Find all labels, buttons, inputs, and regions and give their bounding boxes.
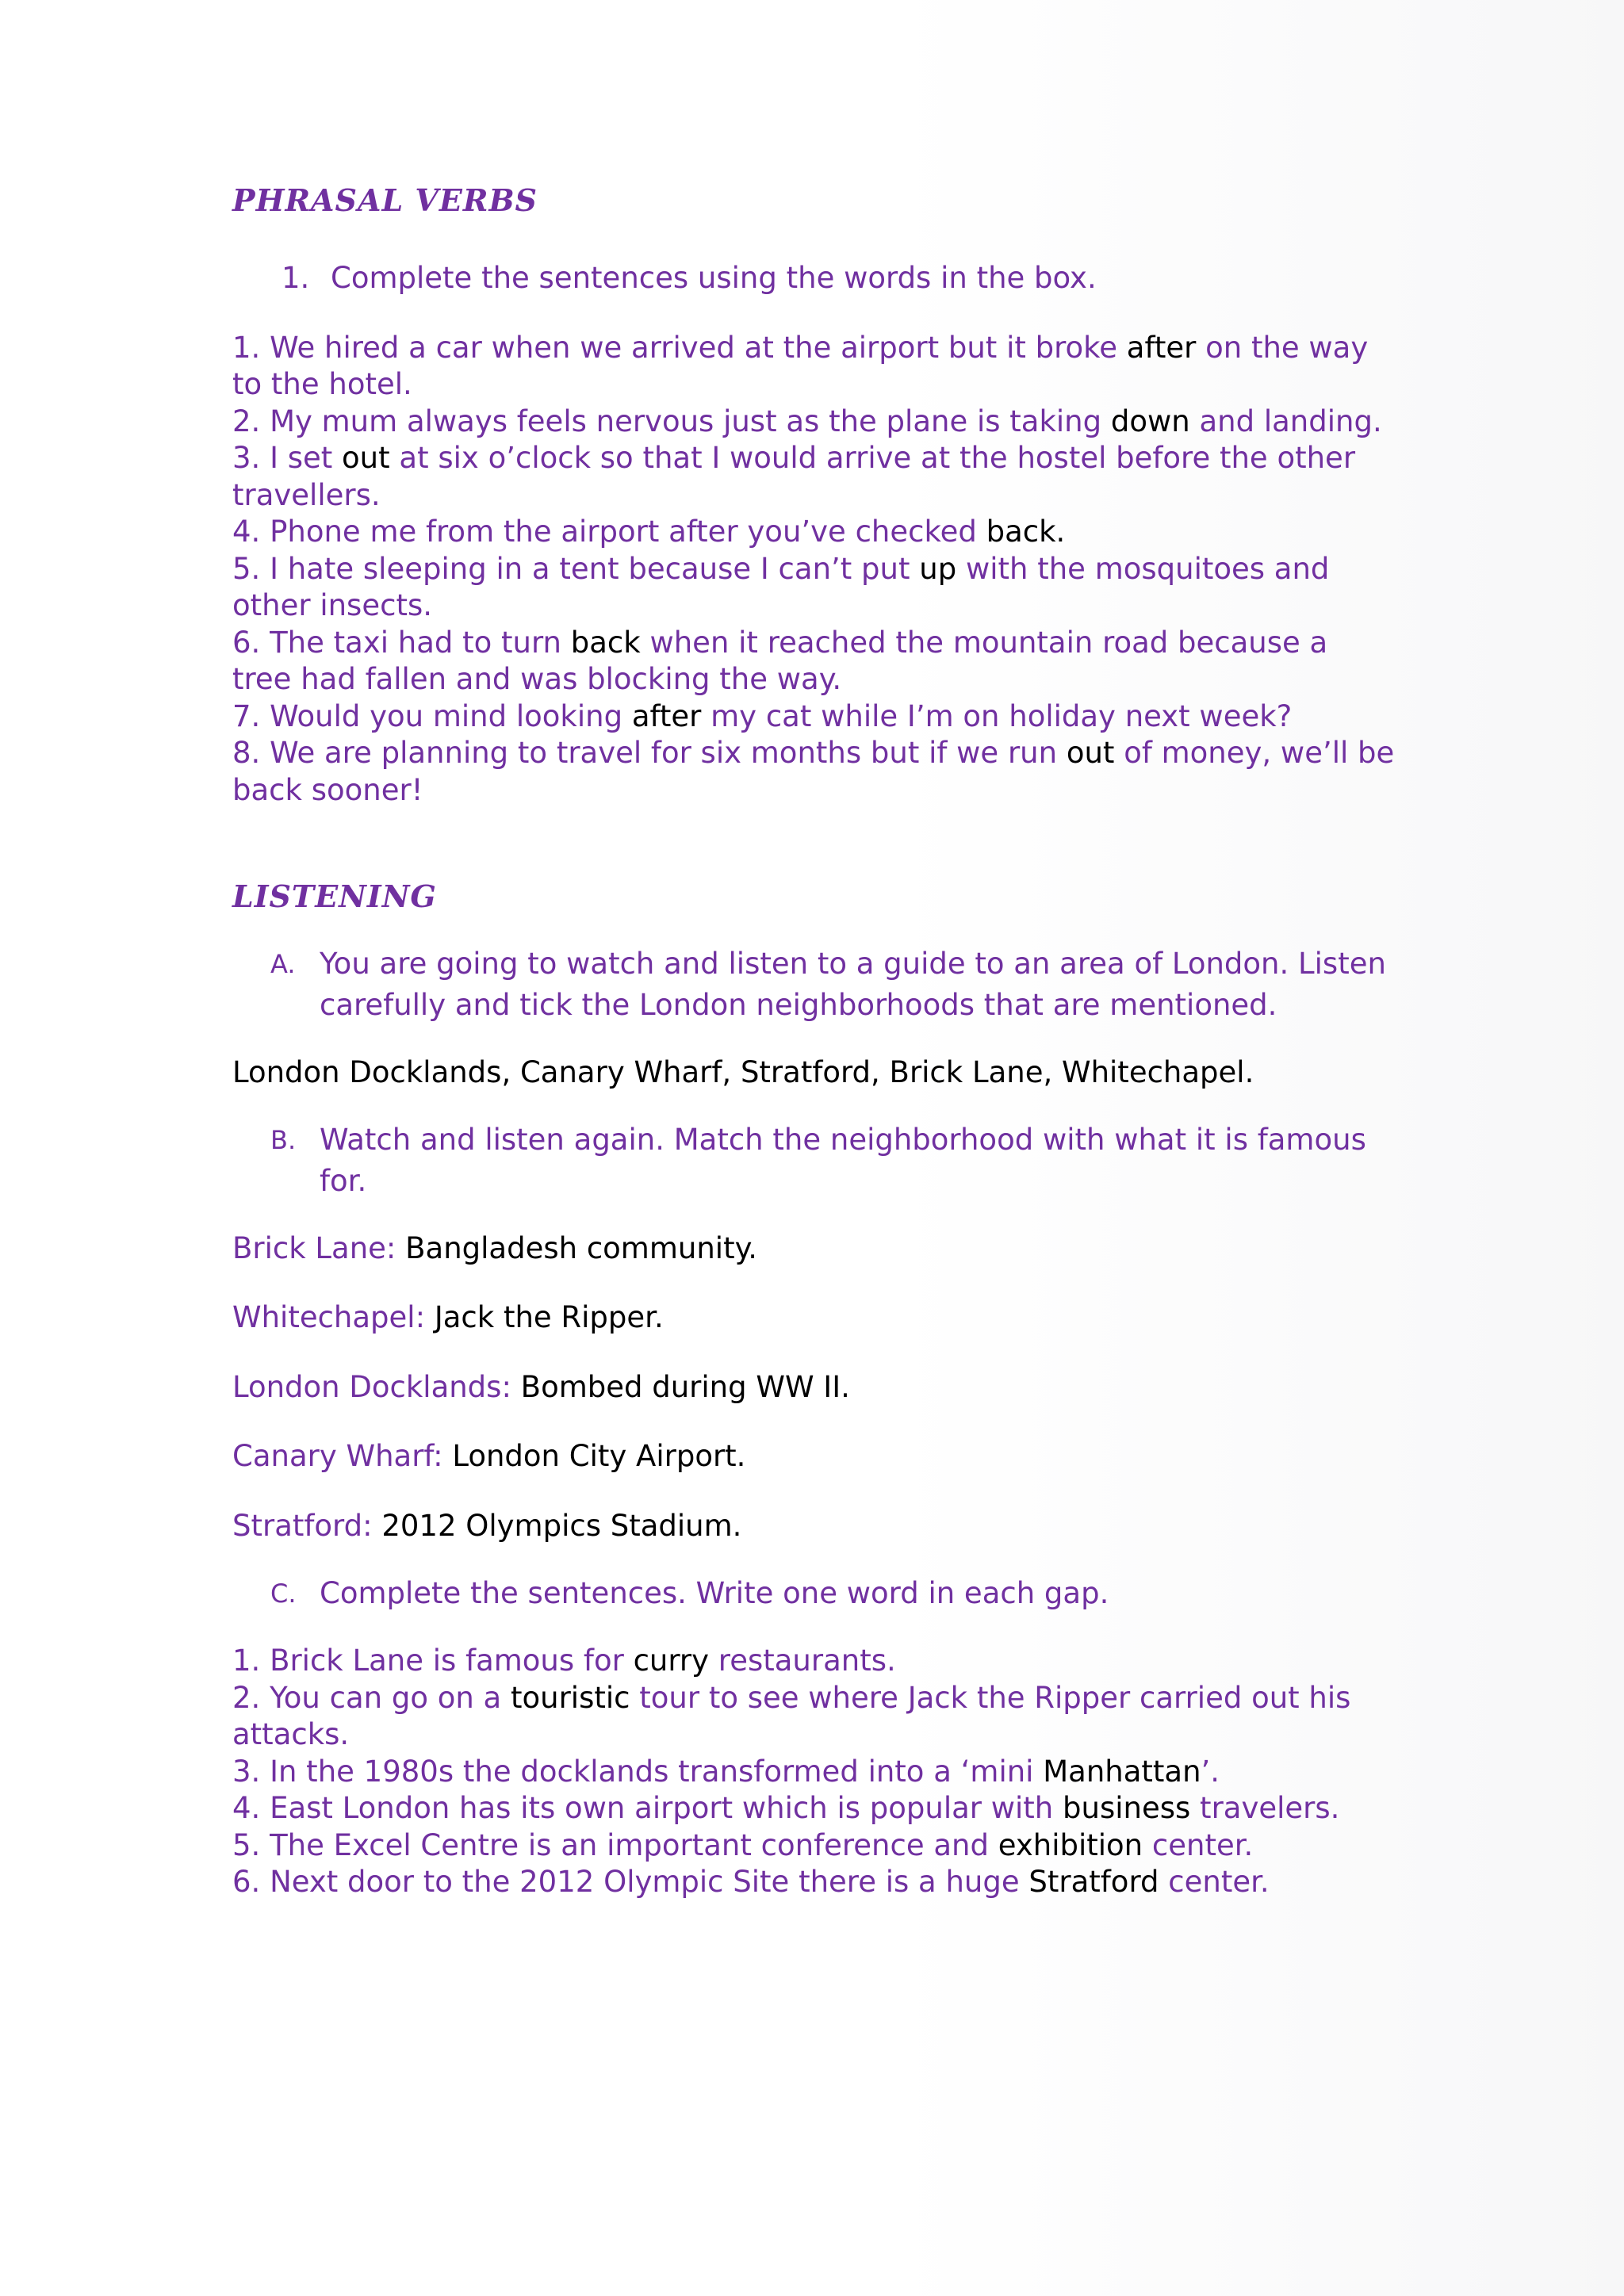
sentence-text: 6. The taxi had to turn <box>232 625 571 660</box>
document-content <box>232 182 1406 1901</box>
match-item <box>232 1438 1406 1475</box>
listening-task-b <box>232 1119 1406 1202</box>
sentence-text: 2. You can go on a <box>232 1680 511 1715</box>
gap-sentence-5 <box>232 1827 1406 1865</box>
sentence-text: 6. Next door to the 2012 Olympic Site there is a huge <box>232 1865 1029 1900</box>
sentence-text: and landing. <box>1189 404 1382 438</box>
sentence-text: 4. Phone me from the airport after you’ve checked <box>232 515 986 549</box>
task-instruction-line: for. <box>320 1163 367 1198</box>
answer-word: out <box>1066 736 1115 771</box>
neighborhoods-answer: London Docklands, Canary Wharf, Stratford, Brick Lane, Whitechapel. <box>232 1054 1254 1089</box>
answer-word: after <box>631 698 702 733</box>
sentence-text: 3. In the 1980s the docklands transformed into a ‘mini <box>232 1754 1044 1789</box>
sentence-text: 7. Would you mind looking <box>232 698 632 733</box>
sentence-text: center. <box>1143 1827 1254 1862</box>
sentence-text: on the way <box>1196 330 1369 365</box>
sentence-text: 3. I set <box>232 441 343 476</box>
task-instruction: Complete the sentences. Write one word in each gap. <box>320 1576 1109 1611</box>
sentence-text: restaurants. <box>709 1644 896 1678</box>
phrasal-instruction <box>232 258 1406 298</box>
gap-sentence-3 <box>232 1754 1406 1791</box>
match-list <box>232 1230 1406 1545</box>
sentence-text: 1. We hired a car when we arrived at the airport but it broke <box>232 330 1127 365</box>
gap-sentence-4 <box>232 1790 1406 1827</box>
task-letter: C. <box>270 1578 297 1609</box>
phrasal-sentence-6-cont <box>232 661 1406 698</box>
answer-word: down <box>1110 404 1190 438</box>
phrasal-verbs-heading: PHRASAL VERBS <box>232 182 538 218</box>
match-item <box>232 1299 1406 1337</box>
match-fact: 2012 Olympics Stadium. <box>372 1508 742 1543</box>
answer-word: back <box>570 625 641 660</box>
phrasal-sentence-1 <box>232 330 1406 367</box>
answer-word: curry <box>633 1644 710 1678</box>
answer-word: Stratford <box>1028 1865 1159 1900</box>
phrasal-sentence-3 <box>232 440 1406 477</box>
sentence-text: 4. East London has its own airport which is popular with <box>232 1791 1063 1826</box>
listening-heading: LISTENING <box>232 878 437 915</box>
gap-sentence-2-cont <box>232 1716 1406 1754</box>
match-item <box>232 1369 1406 1406</box>
sentence-text: travellers. <box>232 477 381 512</box>
instruction-text: Complete the sentences using the words in the box. <box>331 260 1097 295</box>
match-fact: Bangladesh community. <box>396 1230 757 1265</box>
match-place: Canary Wharf: <box>232 1439 443 1474</box>
task-letter: B. <box>270 1124 297 1155</box>
task-instruction-line: carefully and tick the London neighborhoods that are mentioned. <box>320 987 1277 1022</box>
answer-word: Manhattan <box>1043 1754 1201 1789</box>
match-fact: Bombed during WW II. <box>511 1369 850 1404</box>
sentence-text: 5. I hate sleeping in a tent because I can’t put <box>232 551 920 586</box>
sentence-text: ’. <box>1201 1754 1220 1789</box>
sentence-text: attacks. <box>232 1717 350 1752</box>
sentence-text: at six o’clock so that I would arrive at the hostel before the other <box>389 441 1356 476</box>
answer-word: exhibition <box>998 1827 1143 1862</box>
match-fact: London City Airport. <box>442 1439 746 1474</box>
answer-word: up <box>919 551 957 586</box>
gap-sentence-2 <box>232 1680 1406 1717</box>
answer-word: after <box>1126 330 1197 365</box>
phrasal-sentence-8-cont <box>232 772 1406 809</box>
sentence-text: back sooner! <box>232 772 423 807</box>
phrasal-sentence-3-cont <box>232 477 1406 515</box>
task-instruction-line: Watch and listen again. Match the neighborhood with what it is famous <box>320 1122 1366 1157</box>
task-instruction <box>320 943 1406 1026</box>
phrasal-sentence-6 <box>232 625 1406 662</box>
phrasal-sentence-4 <box>232 514 1406 551</box>
task-letter: A. <box>270 948 296 979</box>
phrasal-sentence-5-cont <box>232 587 1406 625</box>
sentence-text: travelers. <box>1190 1791 1340 1826</box>
phrasal-sentence-7 <box>232 698 1406 736</box>
sentence-text: with the mosquitoes and <box>956 551 1330 586</box>
task-instruction <box>320 1119 1406 1202</box>
listening-task-a <box>232 943 1406 1026</box>
match-fact: Jack the Ripper. <box>425 1300 664 1335</box>
answer-word: business <box>1063 1791 1191 1826</box>
sentence-text: other insects. <box>232 588 432 623</box>
gap-sentence-1 <box>232 1643 1406 1680</box>
instruction-number: 1. <box>282 260 310 295</box>
match-place: London Docklands: <box>232 1369 511 1404</box>
phrasal-sentence-1-cont <box>232 366 1406 404</box>
phrasal-sentence-5 <box>232 551 1406 588</box>
sentence-text: 2. My mum always feels nervous just as the plane is taking <box>232 404 1111 438</box>
match-place: Whitechapel: <box>232 1300 426 1335</box>
phrasal-sentence-2 <box>232 404 1406 441</box>
sentence-text: tree had fallen and was blocking the way. <box>232 662 842 697</box>
match-item <box>232 1230 1406 1268</box>
gap-sentence-6 <box>232 1864 1406 1901</box>
match-place: Brick Lane: <box>232 1230 396 1265</box>
match-item <box>232 1508 1406 1545</box>
sentence-text: 8. We are planning to travel for six months but if we run <box>232 736 1067 771</box>
sentence-text: tour to see where Jack the Ripper carried out his <box>630 1680 1351 1715</box>
sentence-text: 5. The Excel Centre is an important conference and <box>232 1827 998 1862</box>
sentence-text: center. <box>1159 1865 1270 1900</box>
match-place: Stratford: <box>232 1508 373 1543</box>
sentence-text: to the hotel. <box>232 367 412 402</box>
answer-word: back. <box>986 515 1066 549</box>
gap-sentences <box>232 1643 1406 1901</box>
answer-word: touristic <box>511 1680 630 1715</box>
sentence-text: when it reached the mountain road because a <box>640 625 1328 660</box>
answer-word: out <box>342 441 390 476</box>
phrasal-sentence-8 <box>232 735 1406 772</box>
task-instruction-line: You are going to watch and listen to a guide to an area of London. Listen <box>320 946 1386 981</box>
listening-task-c <box>232 1573 1406 1614</box>
sentence-text: 1. Brick Lane is famous for <box>232 1644 634 1678</box>
sentence-text: of money, we’ll be <box>1114 736 1395 771</box>
sentence-text: my cat while I’m on holiday next week? <box>701 698 1293 733</box>
phrasal-sentences <box>232 330 1406 809</box>
